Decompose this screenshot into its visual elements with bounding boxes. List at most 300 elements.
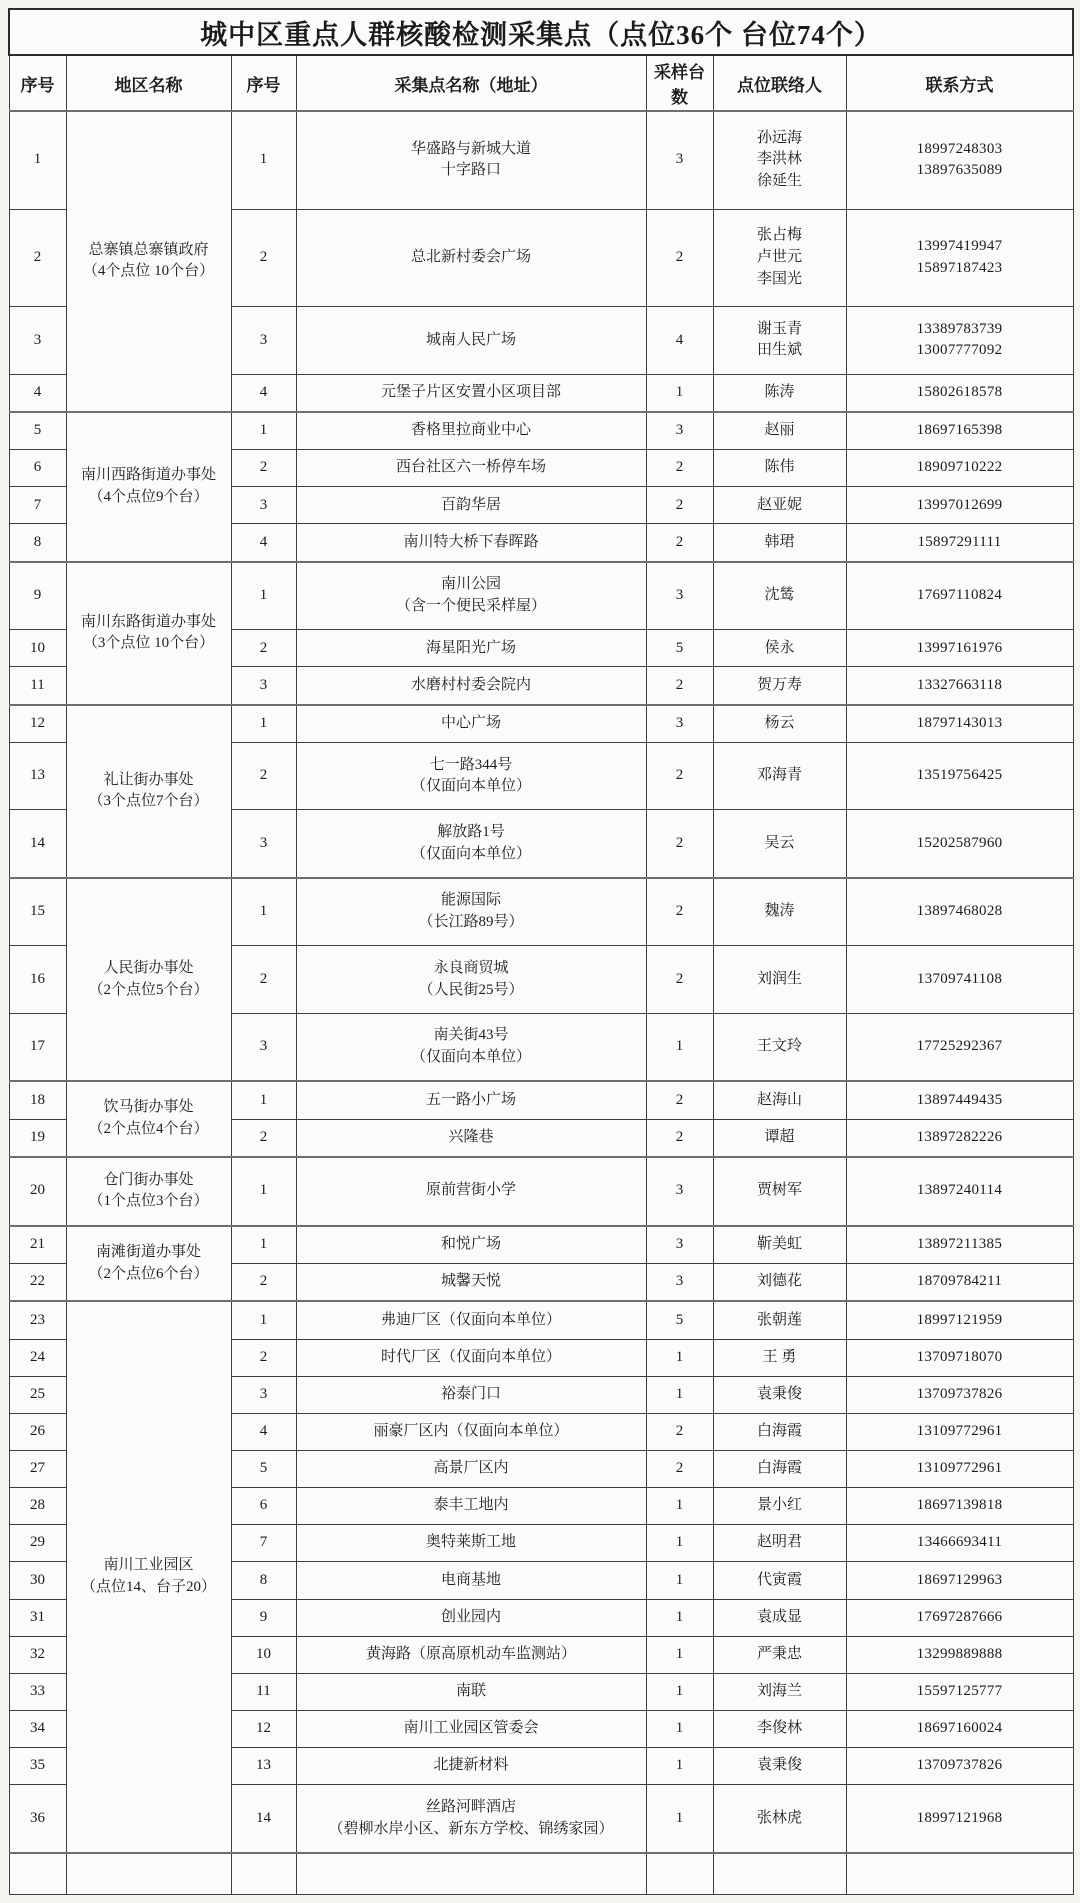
address-cell (296, 307, 646, 374)
empty-cell (846, 1853, 1073, 1895)
stations-cell: 4 (646, 307, 713, 374)
contact-cell (713, 1748, 846, 1785)
address-line: 七一路344号 (429, 756, 513, 773)
area-name: 人民街办事处 (103, 959, 194, 976)
area-detail: （2个点位5个台） (88, 981, 209, 998)
contact-cell (713, 1673, 846, 1710)
area-detail: （2个点位4个台） (88, 1121, 209, 1138)
phone-cell (846, 1673, 1073, 1710)
point-no-cell: 5 (231, 1451, 296, 1488)
contact-cell (713, 1451, 846, 1488)
row-no-cell: 27 (9, 1451, 66, 1488)
phone-cell (846, 705, 1073, 743)
row-no-cell: 20 (9, 1157, 66, 1226)
area-name: 南川工业园区 (103, 1557, 194, 1574)
point-no-cell: 3 (231, 810, 296, 878)
contact-name: 吴云 (764, 834, 795, 851)
address-cell (296, 1301, 646, 1339)
contact-name: 白海霞 (756, 1460, 802, 1477)
contact-cell (713, 1157, 846, 1226)
address-cell (296, 810, 646, 878)
contact-cell (713, 1636, 846, 1673)
contact-cell (713, 705, 846, 743)
point-no-cell: 11 (231, 1673, 296, 1710)
row-no-cell: 35 (9, 1748, 66, 1785)
contact-name: 刘润生 (756, 970, 802, 987)
point-no-cell: 3 (231, 307, 296, 374)
phone-cell (846, 1376, 1073, 1413)
point-no-cell: 8 (231, 1562, 296, 1599)
address-line: 华盛路与新城大道 (410, 140, 531, 157)
contact-name: 杨云 (764, 715, 795, 732)
contact-cell (713, 487, 846, 524)
phone-number: 13709737826 (916, 1385, 1003, 1402)
point-no-cell: 2 (231, 1264, 296, 1302)
area-name: 仓门街办事处 (103, 1171, 194, 1188)
address-cell (296, 1488, 646, 1525)
area-cell (66, 1226, 231, 1302)
address-cell (296, 1525, 646, 1562)
address-line: 奥特莱斯工地 (425, 1534, 516, 1551)
row-no-cell: 29 (9, 1525, 66, 1562)
stations-cell: 3 (646, 111, 713, 209)
row-no-cell: 10 (9, 630, 66, 667)
phone-cell (846, 743, 1073, 810)
empty-cell (646, 1853, 713, 1895)
area-detail: （4个点位9个台） (88, 488, 209, 505)
phone-cell (846, 111, 1073, 209)
column-header-0: 序号 (9, 55, 66, 111)
point-no-cell: 4 (231, 524, 296, 562)
phone-number: 18697160024 (916, 1720, 1003, 1737)
point-no-cell: 3 (231, 1013, 296, 1081)
point-no-cell: 1 (231, 1157, 296, 1226)
phone-number: 13709737826 (916, 1757, 1003, 1774)
address-line: 五一路小广场 (425, 1091, 516, 1108)
address-line: 时代厂区（仅面向本单位） (380, 1348, 561, 1365)
area-cell (66, 1081, 231, 1157)
area-detail: （4个点位 10个台） (82, 263, 215, 280)
phone-cell (846, 1301, 1073, 1339)
empty-cell (66, 1853, 231, 1895)
phone-number: 13109772961 (916, 1460, 1003, 1477)
phone-cell (846, 810, 1073, 878)
point-no-cell: 1 (231, 111, 296, 209)
stations-cell: 2 (646, 878, 713, 946)
point-no-cell: 12 (231, 1710, 296, 1747)
stations-cell: 2 (646, 1119, 713, 1157)
phone-number: 18797143013 (916, 715, 1003, 732)
row-no-cell: 32 (9, 1636, 66, 1673)
point-no-cell: 13 (231, 1748, 296, 1785)
contact-cell (713, 1488, 846, 1525)
phone-number: 17697287666 (916, 1608, 1003, 1625)
phone-number: 18697165398 (916, 422, 1003, 439)
address-line: 十字路口 (440, 162, 501, 179)
address-line: 南联 (455, 1682, 486, 1699)
stations-cell: 2 (646, 1413, 713, 1450)
row-no-cell: 7 (9, 487, 66, 524)
stations-cell: 1 (646, 1785, 713, 1853)
contact-cell (713, 630, 846, 667)
address-line: 弗迪厂区（仅面向本单位） (380, 1311, 561, 1328)
row-no-cell: 34 (9, 1710, 66, 1747)
point-no-cell: 2 (231, 209, 296, 307)
contact-name: 谢玉青 (756, 320, 802, 337)
stations-cell: 1 (646, 1562, 713, 1599)
address-line: 创业园内 (440, 1608, 501, 1625)
area-name: 总寨镇总寨镇政府 (88, 241, 209, 258)
phone-number: 17697110824 (916, 587, 1003, 604)
address-cell (296, 1264, 646, 1302)
address-cell (296, 1226, 646, 1264)
area-detail: （2个点位6个台） (88, 1265, 209, 1282)
contact-name: 王 勇 (762, 1348, 797, 1365)
phone-cell (846, 1226, 1073, 1264)
point-no-cell: 4 (231, 1413, 296, 1450)
empty-cell (9, 1853, 66, 1895)
address-cell (296, 1562, 646, 1599)
point-no-cell: 1 (231, 1301, 296, 1339)
contact-cell (713, 412, 846, 450)
point-no-cell: 2 (231, 743, 296, 810)
contact-cell (713, 1413, 846, 1450)
address-line: （仅面向本单位） (410, 778, 531, 795)
phone-cell (846, 1488, 1073, 1525)
phone-number: 13897635089 (916, 162, 1003, 179)
address-line: 永良商贸城 (433, 959, 509, 976)
contact-name: 刘德花 (756, 1273, 802, 1290)
area-detail: （1个点位3个台） (88, 1193, 209, 1210)
address-cell (296, 878, 646, 946)
table-row (9, 1301, 1073, 1339)
row-no-cell: 3 (9, 307, 66, 374)
phone-number: 13466693411 (916, 1534, 1003, 1551)
table-row (9, 562, 1073, 630)
phone-number: 15802618578 (916, 383, 1003, 400)
contact-cell (713, 1119, 846, 1157)
address-cell (296, 1451, 646, 1488)
contact-cell (713, 1710, 846, 1747)
phone-cell (846, 1636, 1073, 1673)
address-cell (296, 1599, 646, 1636)
address-line: 城南人民广场 (425, 331, 516, 348)
area-name: 南滩街道办事处 (95, 1243, 201, 1260)
area-detail: （3个点位 10个台） (82, 635, 215, 652)
address-line: 兴隆巷 (448, 1128, 494, 1145)
phone-cell (846, 1710, 1073, 1747)
address-line: 电商基地 (440, 1571, 501, 1588)
address-cell (296, 946, 646, 1013)
stations-cell: 3 (646, 1226, 713, 1264)
phone-number: 18709784211 (916, 1273, 1003, 1290)
table-row (9, 1157, 1073, 1226)
contact-cell (713, 1599, 846, 1636)
contact-cell (713, 946, 846, 1013)
contact-cell (713, 374, 846, 412)
contact-name: 李俊林 (756, 1720, 802, 1737)
contact-name: 王文玲 (756, 1038, 802, 1055)
page-title: 城中区重点人群核酸检测采集点（点位36个 台位74个） (9, 9, 1073, 55)
area-name: 南川东路街道办事处 (80, 613, 216, 630)
phone-number: 13997419947 (916, 238, 1003, 255)
row-no-cell: 18 (9, 1081, 66, 1119)
contact-cell (713, 810, 846, 878)
address-line: 西台社区六一桥停车场 (395, 459, 546, 476)
point-no-cell: 1 (231, 562, 296, 630)
stations-cell: 3 (646, 1157, 713, 1226)
address-cell (296, 1748, 646, 1785)
address-line: （仅面向本单位） (410, 1049, 531, 1066)
address-cell (296, 1013, 646, 1081)
address-line: （仅面向本单位） (410, 845, 531, 862)
phone-number: 13299889888 (916, 1645, 1003, 1662)
address-cell (296, 1785, 646, 1853)
address-line: 北捷新材料 (433, 1757, 509, 1774)
stations-cell: 1 (646, 1673, 713, 1710)
address-line: 裕泰门口 (440, 1385, 501, 1402)
contact-name: 靳美虹 (756, 1235, 802, 1252)
row-no-cell: 26 (9, 1413, 66, 1450)
contact-name: 景小红 (756, 1497, 802, 1514)
point-no-cell: 9 (231, 1599, 296, 1636)
column-header-5: 点位联络人 (713, 55, 846, 111)
contact-cell (713, 1376, 846, 1413)
address-cell (296, 1673, 646, 1710)
row-no-cell: 1 (9, 111, 66, 209)
row-no-cell: 8 (9, 524, 66, 562)
phone-number: 18697129963 (916, 1571, 1003, 1588)
address-line: 丝路河畔酒店 (425, 1798, 516, 1815)
row-no-cell: 12 (9, 705, 66, 743)
address-line: 能源国际 (440, 892, 501, 909)
contact-cell (713, 1226, 846, 1264)
table-row (9, 412, 1073, 450)
column-header-6: 联系方式 (846, 55, 1073, 111)
empty-row (9, 1853, 1073, 1895)
contact-cell (713, 1339, 846, 1376)
address-line: 解放路1号 (437, 823, 505, 840)
address-line: 泰丰工地内 (433, 1497, 509, 1514)
point-no-cell: 1 (231, 1226, 296, 1264)
address-line: （碧柳水岸小区、新东方学校、锦绣家园） (328, 1820, 614, 1837)
point-no-cell: 2 (231, 1339, 296, 1376)
address-cell (296, 1339, 646, 1376)
contact-name: 袁成显 (756, 1608, 802, 1625)
stations-cell: 2 (646, 743, 713, 810)
address-cell (296, 1636, 646, 1673)
row-no-cell: 17 (9, 1013, 66, 1081)
address-line: 水磨村村委会院内 (410, 676, 531, 693)
phone-cell (846, 209, 1073, 307)
point-no-cell: 10 (231, 1636, 296, 1673)
phone-cell (846, 1525, 1073, 1562)
address-cell (296, 705, 646, 743)
stations-cell: 2 (646, 946, 713, 1013)
stations-cell: 1 (646, 1488, 713, 1525)
row-no-cell: 33 (9, 1673, 66, 1710)
stations-cell: 3 (646, 412, 713, 450)
contact-name: 贾树军 (756, 1182, 802, 1199)
area-cell (66, 1157, 231, 1226)
contact-name: 白海霞 (756, 1423, 802, 1440)
contact-cell (713, 878, 846, 946)
row-no-cell: 9 (9, 562, 66, 630)
address-cell (296, 374, 646, 412)
row-no-cell: 28 (9, 1488, 66, 1525)
contact-name: 侯永 (764, 639, 795, 656)
phone-cell (846, 1599, 1073, 1636)
address-cell (296, 450, 646, 487)
contact-name: 陈涛 (764, 383, 795, 400)
point-no-cell: 6 (231, 1488, 296, 1525)
stations-cell: 5 (646, 1301, 713, 1339)
address-line: （长江路89号） (418, 914, 524, 931)
contact-name: 魏涛 (764, 903, 795, 920)
row-no-cell: 23 (9, 1301, 66, 1339)
contact-name: 赵丽 (764, 422, 795, 439)
title-row (9, 9, 1073, 55)
phone-number: 18997121968 (916, 1809, 1003, 1826)
address-line: 黄海路（原高原机动车监测站） (365, 1645, 576, 1662)
address-line: 南川特大桥下春晖路 (403, 533, 539, 550)
contact-name: 代寅霞 (756, 1571, 802, 1588)
address-cell (296, 524, 646, 562)
contact-cell (713, 1525, 846, 1562)
table-row (9, 1226, 1073, 1264)
area-detail: （3个点位7个台） (88, 793, 209, 810)
address-cell (296, 111, 646, 209)
phone-cell (846, 1081, 1073, 1119)
address-cell (296, 412, 646, 450)
phone-number: 18997248303 (916, 140, 1003, 157)
phone-number: 13327663118 (916, 676, 1003, 693)
address-line: 原前营街小学 (425, 1182, 516, 1199)
point-no-cell: 2 (231, 946, 296, 1013)
column-header-4: 采样台数 (646, 55, 713, 111)
phone-number: 13007777092 (916, 342, 1003, 359)
point-no-cell: 14 (231, 1785, 296, 1853)
area-cell (66, 878, 231, 1081)
contact-name: 李洪林 (756, 151, 802, 168)
phone-cell (846, 667, 1073, 705)
row-no-cell: 24 (9, 1339, 66, 1376)
stations-cell: 1 (646, 1525, 713, 1562)
contact-name: 张占梅 (756, 227, 802, 244)
contact-name: 沈鸶 (764, 587, 795, 604)
contact-name: 袁秉俊 (756, 1385, 802, 1402)
phone-number: 18997121959 (916, 1311, 1003, 1328)
contact-name: 谭超 (764, 1128, 795, 1145)
contact-cell (713, 1562, 846, 1599)
address-cell (296, 487, 646, 524)
phone-number: 17725292367 (916, 1038, 1003, 1055)
stations-cell: 1 (646, 1339, 713, 1376)
address-line: 海星阳光广场 (425, 639, 516, 656)
point-no-cell: 4 (231, 374, 296, 412)
stations-cell: 1 (646, 374, 713, 412)
stations-cell: 3 (646, 562, 713, 630)
phone-cell (846, 1562, 1073, 1599)
stations-cell: 1 (646, 1599, 713, 1636)
column-header-1: 地区名称 (66, 55, 231, 111)
table-row (9, 705, 1073, 743)
point-no-cell: 3 (231, 487, 296, 524)
contact-name: 张林虎 (756, 1809, 802, 1826)
contact-cell (713, 209, 846, 307)
phone-cell (846, 487, 1073, 524)
phone-cell (846, 1748, 1073, 1785)
row-no-cell: 4 (9, 374, 66, 412)
area-name: 饮马街办事处 (103, 1099, 194, 1116)
phone-cell (846, 1451, 1073, 1488)
stations-cell: 2 (646, 209, 713, 307)
phone-cell (846, 878, 1073, 946)
contact-cell (713, 1785, 846, 1853)
stations-cell: 3 (646, 705, 713, 743)
phone-cell (846, 1785, 1073, 1853)
phone-number: 13997161976 (916, 639, 1003, 656)
stations-cell: 1 (646, 1710, 713, 1747)
contact-cell (713, 1264, 846, 1302)
contact-name: 卢世元 (756, 249, 802, 266)
area-detail: （点位14、台子20） (80, 1579, 216, 1596)
area-cell (66, 412, 231, 562)
contact-name: 韩珺 (764, 533, 795, 550)
point-no-cell: 3 (231, 1376, 296, 1413)
address-cell (296, 562, 646, 630)
phone-number: 13897449435 (916, 1091, 1003, 1108)
table-row (9, 1081, 1073, 1119)
row-no-cell: 25 (9, 1376, 66, 1413)
contact-cell (713, 111, 846, 209)
address-cell (296, 1710, 646, 1747)
contact-name: 张朝莲 (756, 1311, 802, 1328)
address-line: 高景厂区内 (433, 1460, 509, 1477)
address-line: 香格里拉商业中心 (410, 422, 531, 439)
contact-name: 徐延生 (756, 173, 802, 190)
contact-name: 贺万寿 (756, 676, 802, 693)
address-line: 中心广场 (440, 715, 501, 732)
column-header-3: 采集点名称（地址） (296, 55, 646, 111)
address-cell (296, 667, 646, 705)
address-cell (296, 1413, 646, 1450)
contact-name: 严秉忠 (756, 1645, 802, 1662)
empty-cell (713, 1853, 846, 1895)
address-cell (296, 1081, 646, 1119)
phone-cell (846, 1264, 1073, 1302)
row-no-cell: 21 (9, 1226, 66, 1264)
contact-cell (713, 1081, 846, 1119)
contact-name: 陈伟 (764, 459, 795, 476)
stations-cell: 1 (646, 1748, 713, 1785)
address-line: （含一个便民采样屋） (395, 598, 546, 615)
contact-cell (713, 743, 846, 810)
phone-number: 13897468028 (916, 903, 1003, 920)
stations-cell: 3 (646, 1264, 713, 1302)
phone-number: 13519756425 (916, 767, 1003, 784)
contact-cell (713, 450, 846, 487)
phone-number: 18909710222 (916, 459, 1003, 476)
phone-number: 13997012699 (916, 496, 1003, 513)
contact-name: 邓海青 (756, 767, 802, 784)
phone-number: 15597125777 (916, 1682, 1003, 1699)
area-name: 南川西路街道办事处 (80, 467, 216, 484)
table-row (9, 111, 1073, 209)
contact-name: 袁秉俊 (756, 1757, 802, 1774)
address-line: 南川公园 (440, 576, 501, 593)
contact-cell (713, 524, 846, 562)
